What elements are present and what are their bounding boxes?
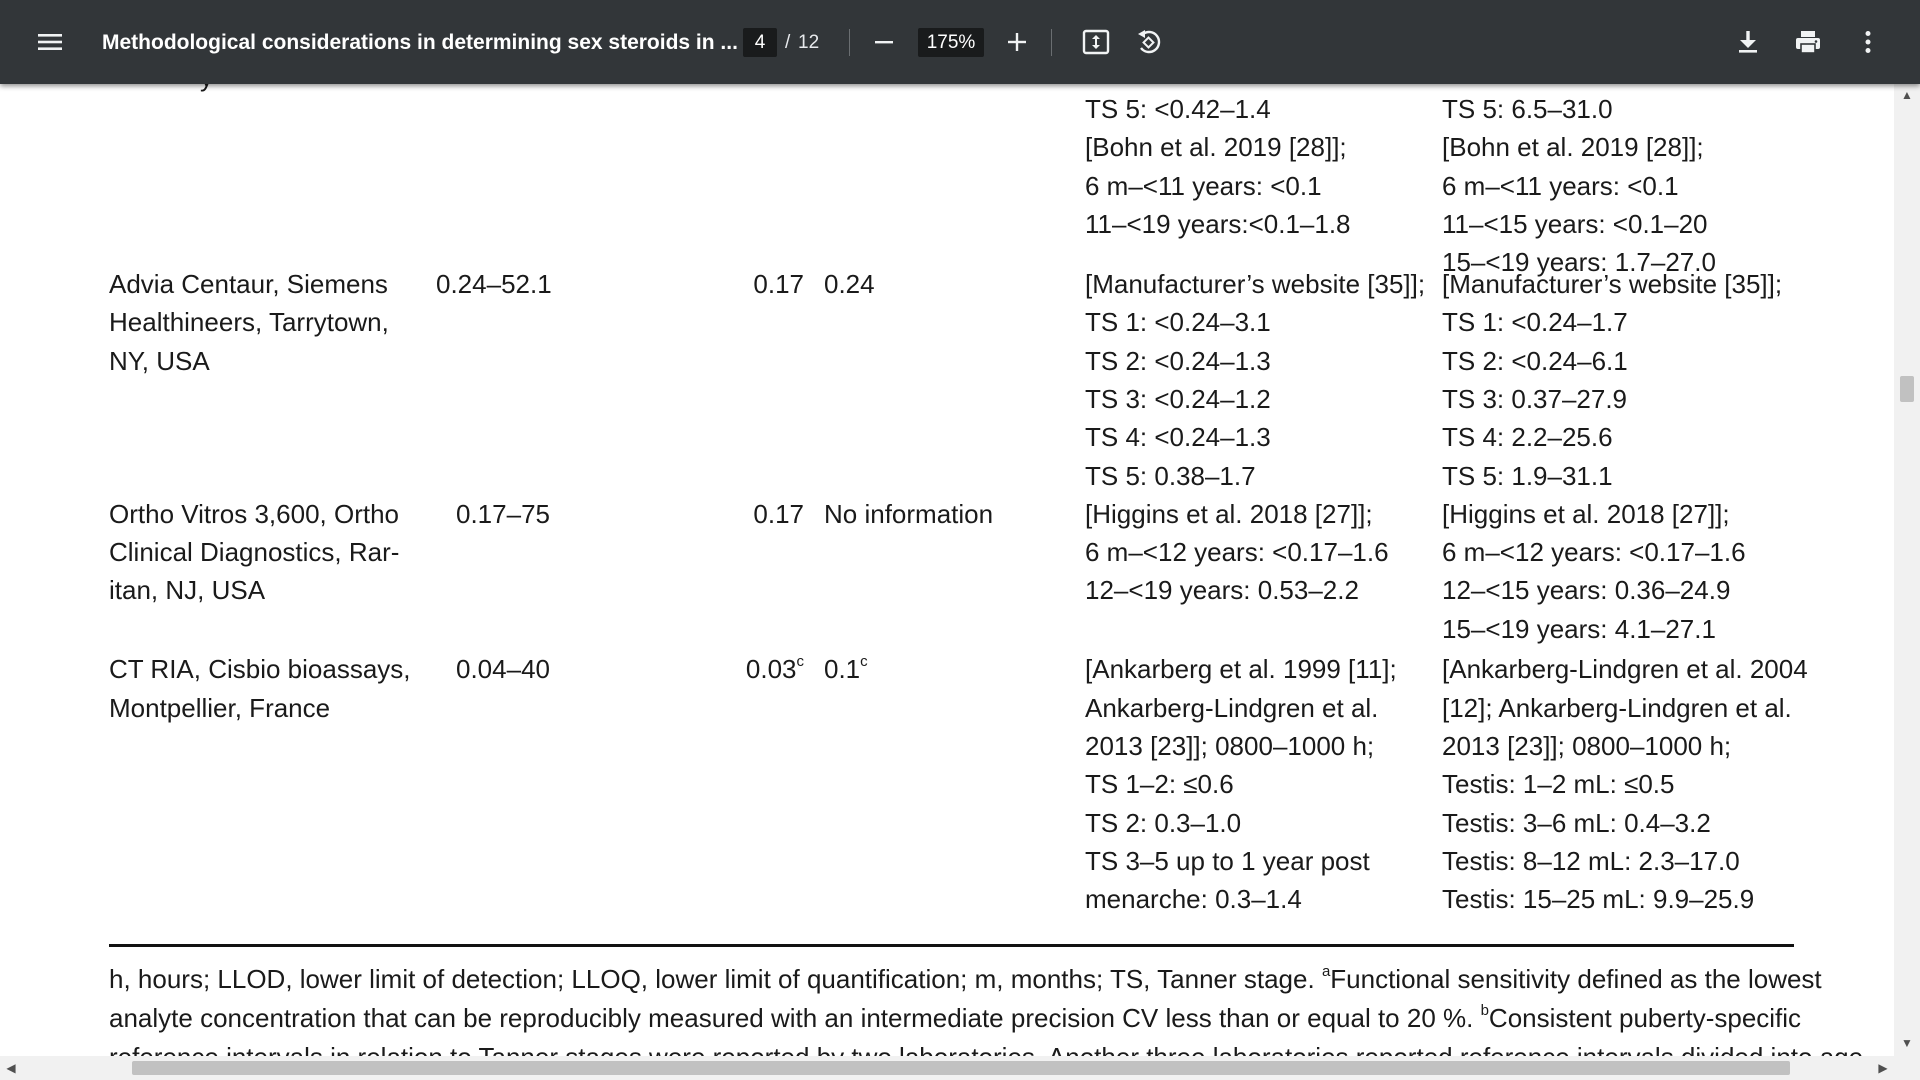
assay-name-cell: Advia Centaur, Siemens [109, 269, 388, 300]
scroll-right-arrow-icon[interactable]: ▶ [1878, 1061, 1888, 1075]
reference-interval-girls-cell: 2013 [23]]; 0800–1000 h; [1085, 731, 1375, 761]
vertical-scrollbar[interactable] [1894, 84, 1920, 1056]
toolbar-divider [1051, 29, 1052, 56]
pdf-document-view[interactable] [0, 84, 1894, 1056]
reference-interval-girls-cell: 12–<19 years: 0.53–2.2 [1085, 575, 1359, 606]
zoom-level-input[interactable]: 175% [918, 28, 984, 57]
footnote-line: h, hours; LLOD, lower limit of detection; LLOQ, lower limit of quantification; m, months; TS, Tanner stage. $^a$Functional sensitivity defined as the lowest [109, 963, 1822, 994]
reference-interval-girls-cell: TS 4: <0.24–1.3 [1085, 422, 1271, 453]
hamburger-menu-icon [37, 32, 63, 52]
reference-interval-boys-cell: [Ankarberg-Lindgren et al. 2004 [1442, 654, 1808, 685]
assay-name-cell: itan, NJ, USA [109, 575, 266, 606]
scrollbar-corner [1894, 1056, 1920, 1080]
horizontal-scrollbar[interactable] [0, 1056, 1894, 1080]
assay-name-cell: Montpellier, France [109, 692, 331, 723]
reference-interval-girls-cell: TS 1: <0.24–3.1 [1085, 307, 1271, 338]
pdf-toolbar [0, 0, 1920, 84]
page-number-input[interactable]: 4 [743, 28, 777, 57]
scroll-up-arrow-icon[interactable]: ▲ [1901, 88, 1913, 102]
reference-interval-girls-cell: TS 1–2: ≤0.6 [1085, 769, 1234, 800]
print-button[interactable] [1784, 18, 1832, 66]
reference-interval-boys-cell: TS 3: 0.37–27.9 [1442, 384, 1628, 414]
reference-interval-girls-cell: [Higgins et al. 2018 [27]]; [1085, 498, 1373, 529]
scroll-left-arrow-icon[interactable]: ◀ [6, 1061, 16, 1075]
print-icon [1795, 30, 1821, 54]
page-total: 12 [798, 32, 820, 53]
document-title: Methodological considerations in determining sex steroids in ... [102, 31, 738, 54]
reference-interval-boys-cell: [Manufacturer’s website [35]]; [1442, 269, 1783, 300]
reference-interval-boys-cell: Testis: 1–2 mL: ≤0.5 [1442, 769, 1675, 800]
measuring-range-cell: 0.24–52.1 [436, 269, 552, 300]
reference-interval-boys-cell: TS 5: 6.5–31.0 [1442, 94, 1613, 125]
measuring-range-cell: 0.04–40 [456, 654, 550, 685]
fit-to-page-button[interactable] [1072, 18, 1120, 66]
reference-interval-girls-cell: TS 2: 0.3–1.0 [1085, 807, 1242, 838]
reference-interval-boys-cell: [12]; Ankarberg-Lindgren et al. [1442, 692, 1792, 723]
reference-interval-girls-cell: TS 3: <0.24–1.2 [1085, 384, 1271, 414]
plus-icon [1006, 31, 1028, 53]
reference-interval-girls-cell: [Manufacturer’s website [35]]; [1085, 269, 1426, 300]
reference-interval-girls-cell: Ankarberg-Lindgren et al. [1085, 692, 1379, 723]
reference-interval-boys-cell: 6 m–<11 years: <0.1 [1442, 170, 1679, 201]
table-bottom-rule [109, 944, 1794, 947]
reference-interval-boys-cell: 11–<15 years: <0.1–20 [1442, 209, 1708, 239]
horizontal-scroll-thumb[interactable] [132, 1061, 1790, 1075]
assay-name-cell: CT RIA, Cisbio bioassays, [109, 654, 411, 685]
llod-cell: 0.17 [753, 269, 804, 300]
reference-interval-girls-cell: menarche: 0.3–1.4 [1085, 884, 1302, 915]
reference-interval-girls-cell: TS 5: 0.38–1.7 [1085, 460, 1256, 491]
reference-interval-boys-cell: [Higgins et al. 2018 [27]]; [1442, 498, 1730, 529]
page-separator: / [785, 32, 791, 53]
more-actions-button[interactable] [1844, 18, 1892, 66]
reference-interval-boys-cell: 12–<15 years: 0.36–24.9 [1442, 575, 1731, 606]
reference-interval-girls-cell: 6 m–<11 years: <0.1 [1085, 170, 1322, 201]
reference-interval-girls-cell: [Ankarberg et al. 1999 [11]; [1085, 654, 1397, 685]
assay-name-cell: Ortho Vitros 3,600, Ortho [109, 498, 399, 529]
lloq-cell: 0.24 [824, 269, 875, 300]
reference-interval-boys-cell: 6 m–<12 years: <0.17–1.6 [1442, 537, 1746, 568]
reference-interval-boys-cell: Testis: 3–6 mL: 0.4–3.2 [1442, 807, 1711, 838]
fit-to-page-icon [1082, 29, 1110, 55]
rotate-button[interactable] [1125, 18, 1173, 66]
reference-interval-boys-cell: Testis: 8–12 mL: 2.3–17.0 [1442, 845, 1740, 876]
footnote-line: analyte concentration that can be reproducibly measured with an intermediate precision CV less than or equal to 20 %. $^b$Consistent puberty-specific [109, 1002, 1802, 1033]
minus-icon [873, 31, 895, 53]
more-vertical-icon [1864, 30, 1872, 54]
assay-name-cell: NY, USA [109, 345, 210, 376]
rotate-counterclockwise-icon [1135, 28, 1163, 56]
reference-interval-boys-cell: TS 4: 2.2–25.6 [1442, 422, 1613, 453]
reference-interval-girls-cell: 11–<19 years:<0.1–1.8 [1085, 209, 1351, 239]
zoom-in-button[interactable] [993, 18, 1041, 66]
llod-cell: 0.03$^c$ [745, 653, 804, 685]
reference-interval-girls-cell: TS 3–5 up to 1 year post [1085, 845, 1370, 876]
reference-interval-boys-cell: Testis: 15–25 mL: 9.9–25.9 [1442, 884, 1755, 915]
reference-interval-boys-cell: TS 5: 1.9–31.1 [1442, 460, 1613, 491]
toolbar-divider [849, 29, 850, 56]
reference-interval-girls-cell: 6 m–<12 years: <0.17–1.6 [1085, 537, 1389, 568]
lloq-cell: No information [824, 498, 994, 529]
reference-interval-girls-cell: TS 2: <0.24–1.3 [1085, 345, 1271, 376]
scroll-down-arrow-icon[interactable]: ▼ [1901, 1036, 1913, 1050]
vertical-scroll-thumb[interactable] [1900, 376, 1914, 402]
lloq-cell: 0.1$^c$ [824, 653, 868, 685]
download-button[interactable] [1724, 18, 1772, 66]
zoom-out-button[interactable] [860, 18, 908, 66]
reference-interval-girls-cell: TS 5: <0.42–1.4 [1085, 94, 1271, 125]
llod-cell: 0.17 [753, 498, 804, 529]
reference-interval-boys-cell: [Bohn et al. 2019 [28]]; [1442, 132, 1704, 163]
measuring-range-cell: 0.17–75 [456, 498, 550, 529]
reference-interval-boys-cell: TS 1: <0.24–1.7 [1442, 307, 1628, 338]
reference-interval-boys-cell: 15–<19 years: 1.7–27.0 [1442, 247, 1716, 278]
assay-name-cell: Healthineers, Tarrytown, [109, 307, 389, 338]
menu-button[interactable] [26, 18, 74, 66]
assay-name-cell: Clinical Diagnostics, Rar- [109, 537, 400, 568]
reference-interval-boys-cell: TS 2: <0.24–6.1 [1442, 345, 1628, 376]
reference-interval-boys-cell: 15–<19 years: 4.1–27.1 [1442, 613, 1716, 644]
reference-interval-girls-cell: [Bohn et al. 2019 [28]]; [1085, 132, 1347, 163]
reference-interval-boys-cell: 2013 [23]]; 0800–1000 h; [1442, 731, 1732, 761]
download-icon [1737, 30, 1759, 54]
